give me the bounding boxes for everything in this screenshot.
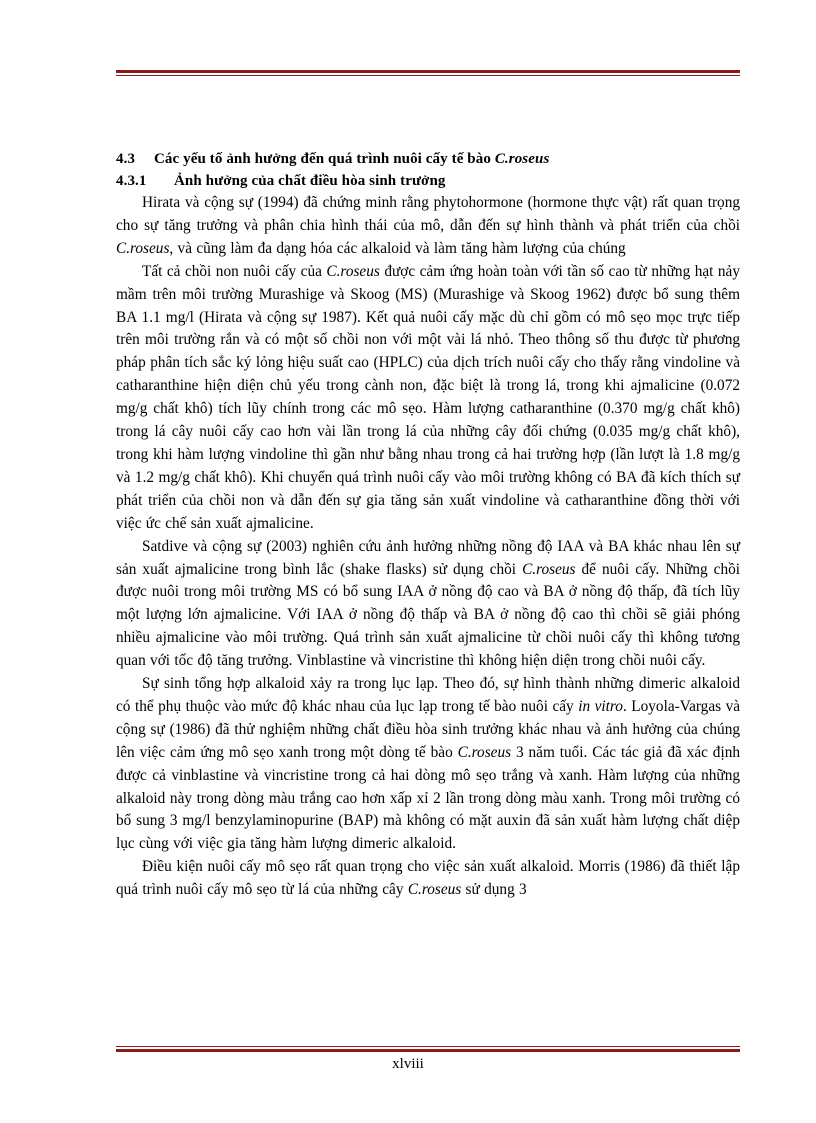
footer-rule <box>116 1046 740 1052</box>
section-species: C.roseus <box>494 151 550 167</box>
section-title: Các yếu tố ảnh hưởng đến quá trình nuôi cấy tế bào <box>154 151 491 167</box>
paragraph: Điều kiện nuôi cấy mô sẹo rất quan trọng cho việc sản xuất alkaloid. Morris (1986) đã thiết lập quá trình nuôi cấy mô sẹo từ lá của những cây C.roseus sử dụng 3 <box>116 858 740 899</box>
document-body <box>116 148 740 902</box>
paragraph: Tất cả chồi non nuôi cấy của C.roseus được cảm ứng hoàn toàn với tần số cao từ những hạt nảy mầm trên môi trường Murashige và Skoog (MS) (Murashige và Skoog 1962) được bổ sung thêm BA 1.1 mg/l (Hirata và cộng sự 1987). Kết quả nuôi cấy mặc dù chỉ gồm có mô sẹo mọc trực tiếp trên môi trường rắn và có một số chồi non với một vài lá nhỏ. Theo thông số thu được từ phương pháp phân tích sắc ký lỏng hiệu suất cao (HPLC) của dịch trích nuôi cấy cho thấy rằng vindoline và catharanthine hiện diện chủ yếu trong cành non, đặc biệt là trong lá, trong khi ajmalicine (0.072 mg/g chất khô) tích lũy chính trong các mô sẹo. Hàm lượng catharanthine (0.370 mg/g chất khô) trong lá cây nuôi cấy cao hơn vài lần trong lá của những cây đối chứng (0.035 mg/g chất khô), trong khi hàm lượng vindoline thì gần như bằng nhau trong cả hai trường hợp (lần lượt là 1.8 mg/g và 1.2 mg/g chất khô). Khi chuyển quá trình nuôi cấy vào môi trường không có BA đã kích thích sự phát triển của chồi non và dẫn đến sự gia tăng sản xuất vindoline và catharanthine đồng thời với việc ức chế sản xuất ajmalicine. <box>116 262 740 532</box>
subsection-heading <box>116 170 740 192</box>
section-number: 4.3 <box>116 151 136 167</box>
paragraph: Satdive và cộng sự (2003) nghiên cứu ảnh hưởng những nồng độ IAA và BA khác nhau lên sự sản xuất ajmalicine trong bình lắc (shake flasks) sử dụng chồi C.roseus để nuôi cấy. Những chồi được nuôi trong môi trường MS có bổ sung IAA ở nồng độ cao và BA ở nồng độ thấp, đã tích lũy một lượng lớn ajmalicine. Với IAA ở nồng độ thấp và BA ở nồng độ cao thì chồi sẽ giải phóng nhiều ajmalicine vào môi trường. Quá trình sản xuất ajmalicine từ chồi nuôi cấy thì không tương quan với tốc độ tăng trưởng. Vinblastine và vincristine thì không hiện diện trong chồi nuôi cấy. <box>116 537 740 670</box>
subsection-number: 4.3.1 <box>116 173 147 189</box>
section-heading <box>116 148 740 170</box>
paragraph: Sự sinh tổng hợp alkaloid xảy ra trong lục lạp. Theo đó, sự hình thành những dimeric alkaloid có thể phụ thuộc vào mức độ khác nhau của lục lạp trong tế bào nuôi cấy in vitro. Loyola-Vargas và cộng sự (1986) đã thử nghiệm những chất điều hòa sinh trưởng khác nhau và ảnh hưởng của chúng lên việc cảm ứng mô sẹo xanh trong một dòng tế bào C.roseus 3 năm tuổi. Các tác giả đã xác định được cả vinblastine và vincristine trong cả hai dòng mô sẹo trắng và xanh. Hàm lượng của những alkaloid này trong dòng màu trắng cao hơn xấp xỉ 2 lần trong dòng màu xanh. Trong môi trường có bổ sung 3 mg/l benzylaminopurine (BAP) mà không có mặt auxin đã sản xuất hàm lượng chất diệp lục cùng với việc gia tăng hàm lượng dimeric alkaloid. <box>116 675 741 853</box>
header-rule <box>116 70 740 76</box>
paragraph: Hirata và cộng sự (1994) đã chứng minh rằng phytohormone (hormone thực vật) rất quan trọng cho sự tăng trưởng và phân chia hình thái của mô, dẫn đến sự hình thành và phát triển của chồi C.roseus, và cũng làm đa dạng hóa các alkaloid và làm tăng hàm lượng của chúng <box>116 194 740 257</box>
subsection-title: Ảnh hưởng của chất điều hòa sinh trưởng <box>174 173 446 189</box>
page-number: xlviii <box>392 1056 424 1072</box>
